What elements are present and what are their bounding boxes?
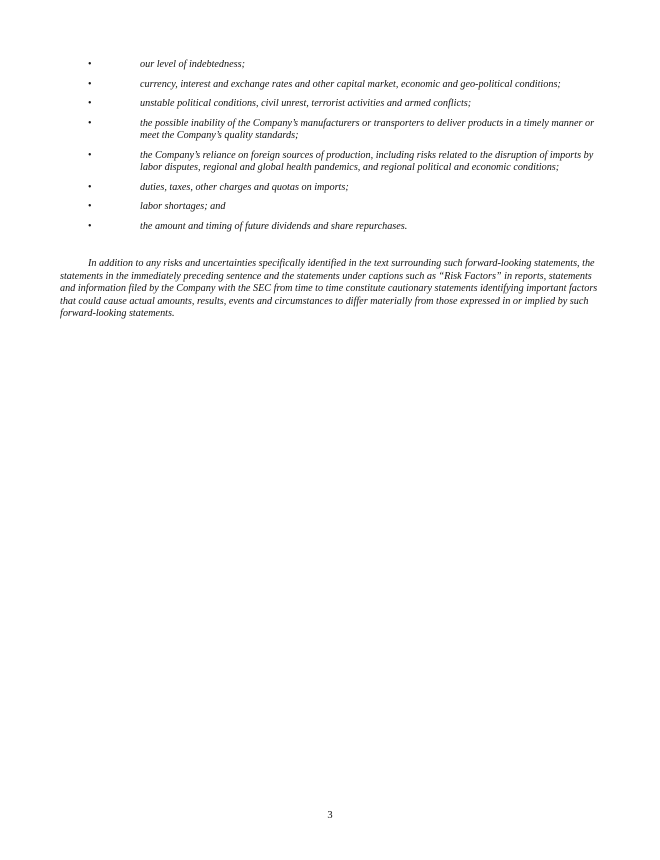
- list-item: [0, 201, 660, 214]
- bullet-icon: •: [88, 117, 92, 129]
- bullet-icon: •: [88, 149, 92, 161]
- list-item-text: our level of indebtedness;: [140, 59, 245, 70]
- list-item: [0, 221, 660, 234]
- bullet-icon: •: [88, 201, 92, 212]
- bullet-icon: •: [88, 78, 92, 90]
- bullet-icon: •: [88, 181, 92, 193]
- bullet-icon: •: [88, 59, 92, 70]
- bullet-icon: •: [88, 98, 92, 109]
- list-item-text: the possible inability of the Company’s manufacturers or transporters to deliver products in a timely manner or meet the Company’s quality standards;: [140, 117, 595, 141]
- list-item-text: unstable political conditions, civil unrest, terrorist activities and armed conflicts;: [140, 98, 472, 109]
- list-item: [0, 150, 660, 175]
- list-item-text: duties, taxes, other charges and quotas on imports;: [140, 181, 349, 193]
- list-item: [0, 118, 660, 143]
- list-item: [0, 79, 660, 92]
- list-item-text: the amount and timing of future dividends and share repurchases.: [140, 220, 408, 232]
- list-item: [0, 98, 660, 111]
- list-item-text: the Company’s reliance on foreign sources of production, including risks related to the disruption of imports by labor disputes, regional and global health pandemics, and regional political and economic conditions;: [140, 149, 594, 173]
- bullet-icon: •: [88, 220, 92, 232]
- page-number: 3: [327, 810, 333, 821]
- list-item: [0, 59, 660, 72]
- list-item-text: labor shortages; and: [140, 201, 226, 212]
- list-item-text: currency, interest and exchange rates and other capital market, economic and geo-political conditions;: [140, 78, 561, 90]
- list-item: [0, 182, 660, 195]
- closing-paragraph: In addition to any risks and uncertainties specifically identified in the text surrounding such forward-looking statements, the statements in the immediately preceding sentence and the statements under captions such as “Risk Factors” in reports, statements and information filed by the Company with the SEC from time to time constitute cautionary statements identifying important factors that could cause actual amounts, results, events and circumstances to differ materially from those expressed in or implied by such forward-looking statements.: [60, 258, 598, 320]
- risk-factor-list: [0, 59, 660, 240]
